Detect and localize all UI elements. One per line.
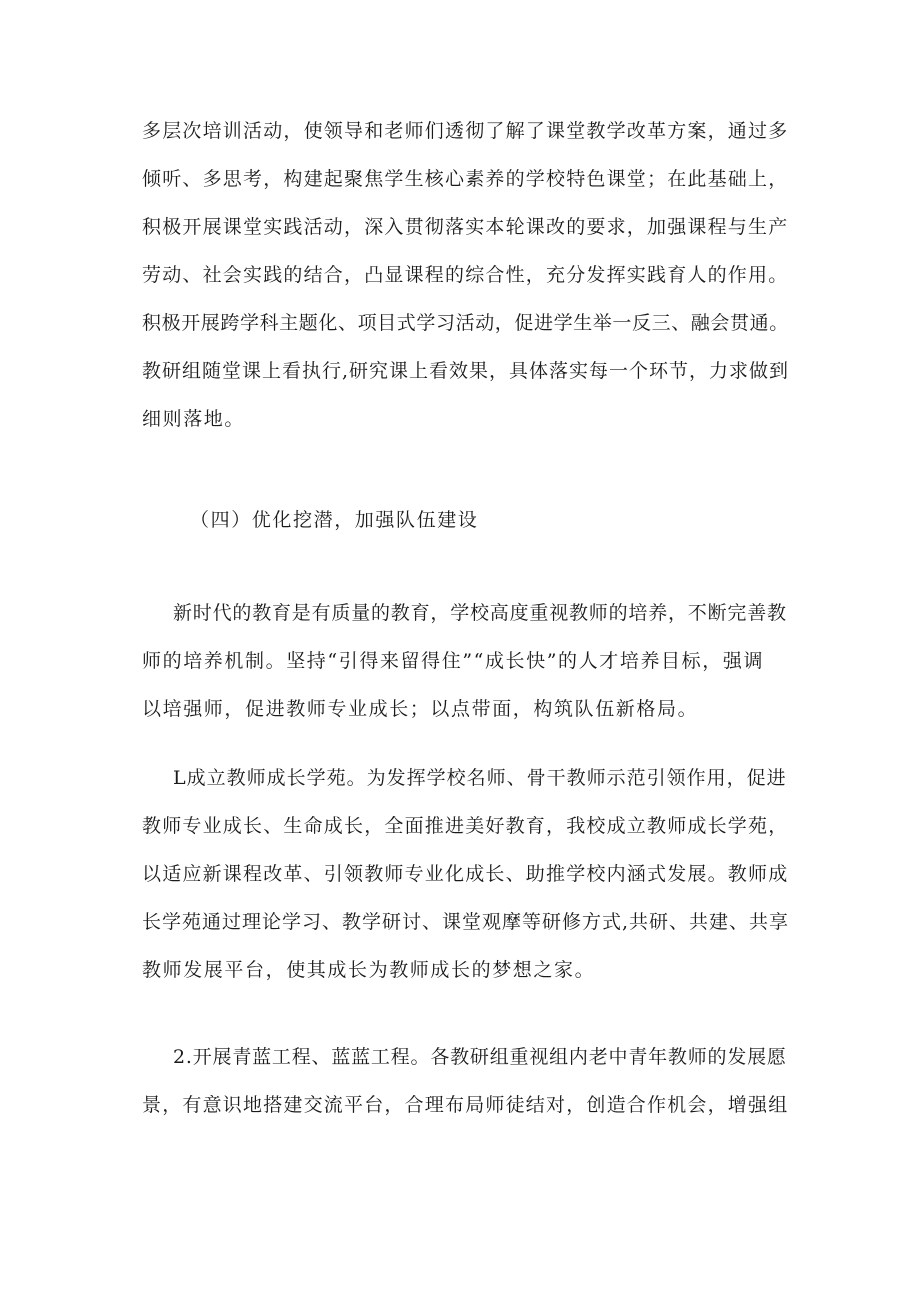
text-line: 教研组随堂课上看执行,研究课上看效果，具体落实每一个环节，力求做到	[142, 360, 790, 382]
text-line: L成立教师成长学苑。为发挥学校名师、骨干教师示范引领作用，促进	[173, 767, 787, 789]
text-line: 多层次培训活动，使领导和老师们透彻了解了课堂教学改革方案，通过多	[142, 120, 789, 142]
text-line: 教师专业成长、生命成长，全面推进美好教育，我校成立教师成长学苑，	[142, 815, 789, 837]
text-line: 2.开展青蓝工程、蓝蓝工程。各教研组重视组内老中青年教师的发展愿	[173, 1046, 787, 1068]
text-line: 积极开展课堂实践活动，深入贯彻落实本轮课改的要求，加强课程与生产	[142, 216, 789, 238]
text-line: 新时代的教育是有质量的教育，学校高度重视教师的培养，不断完善教	[173, 602, 787, 624]
text-line: 长学苑通过理论学习、教学研讨、课堂观摩等研修方式,共研、共建、共享	[142, 911, 790, 933]
text-line: 倾听、多思考，构建起聚焦学生核心素养的学校特色课堂；在此基础上，	[142, 168, 789, 190]
text-line: 师的培养机制。坚持“引得来留得住”“成长快”的人才培养目标，强调	[142, 650, 765, 672]
text-line: 景，有意识地搭建交流平台，合理布局师徒结对，创造合作机会，增强组	[142, 1094, 789, 1116]
text-line: 教师发展平台，使其成长为教师成长的梦想之家。	[142, 959, 596, 981]
text-line: 积极开展跨学科主题化、项目式学习活动，促进学生举一反三、融会贯通。	[142, 312, 789, 334]
text-line: 以适应新课程改革、引领教师专业化成长、助推学校内涵式发展。教师成	[142, 863, 789, 885]
section-heading: （四）优化挖潜，加强队伍建设	[190, 509, 479, 531]
text-line: 劳动、社会实践的结合，凸显课程的综合性，充分发挥实践育人的作用。	[142, 264, 789, 286]
text-line: 以培强师，促进教师专业成长；以点带面，构筑队伍新格局。	[142, 698, 699, 720]
text-line: 细则落地。	[142, 408, 246, 430]
